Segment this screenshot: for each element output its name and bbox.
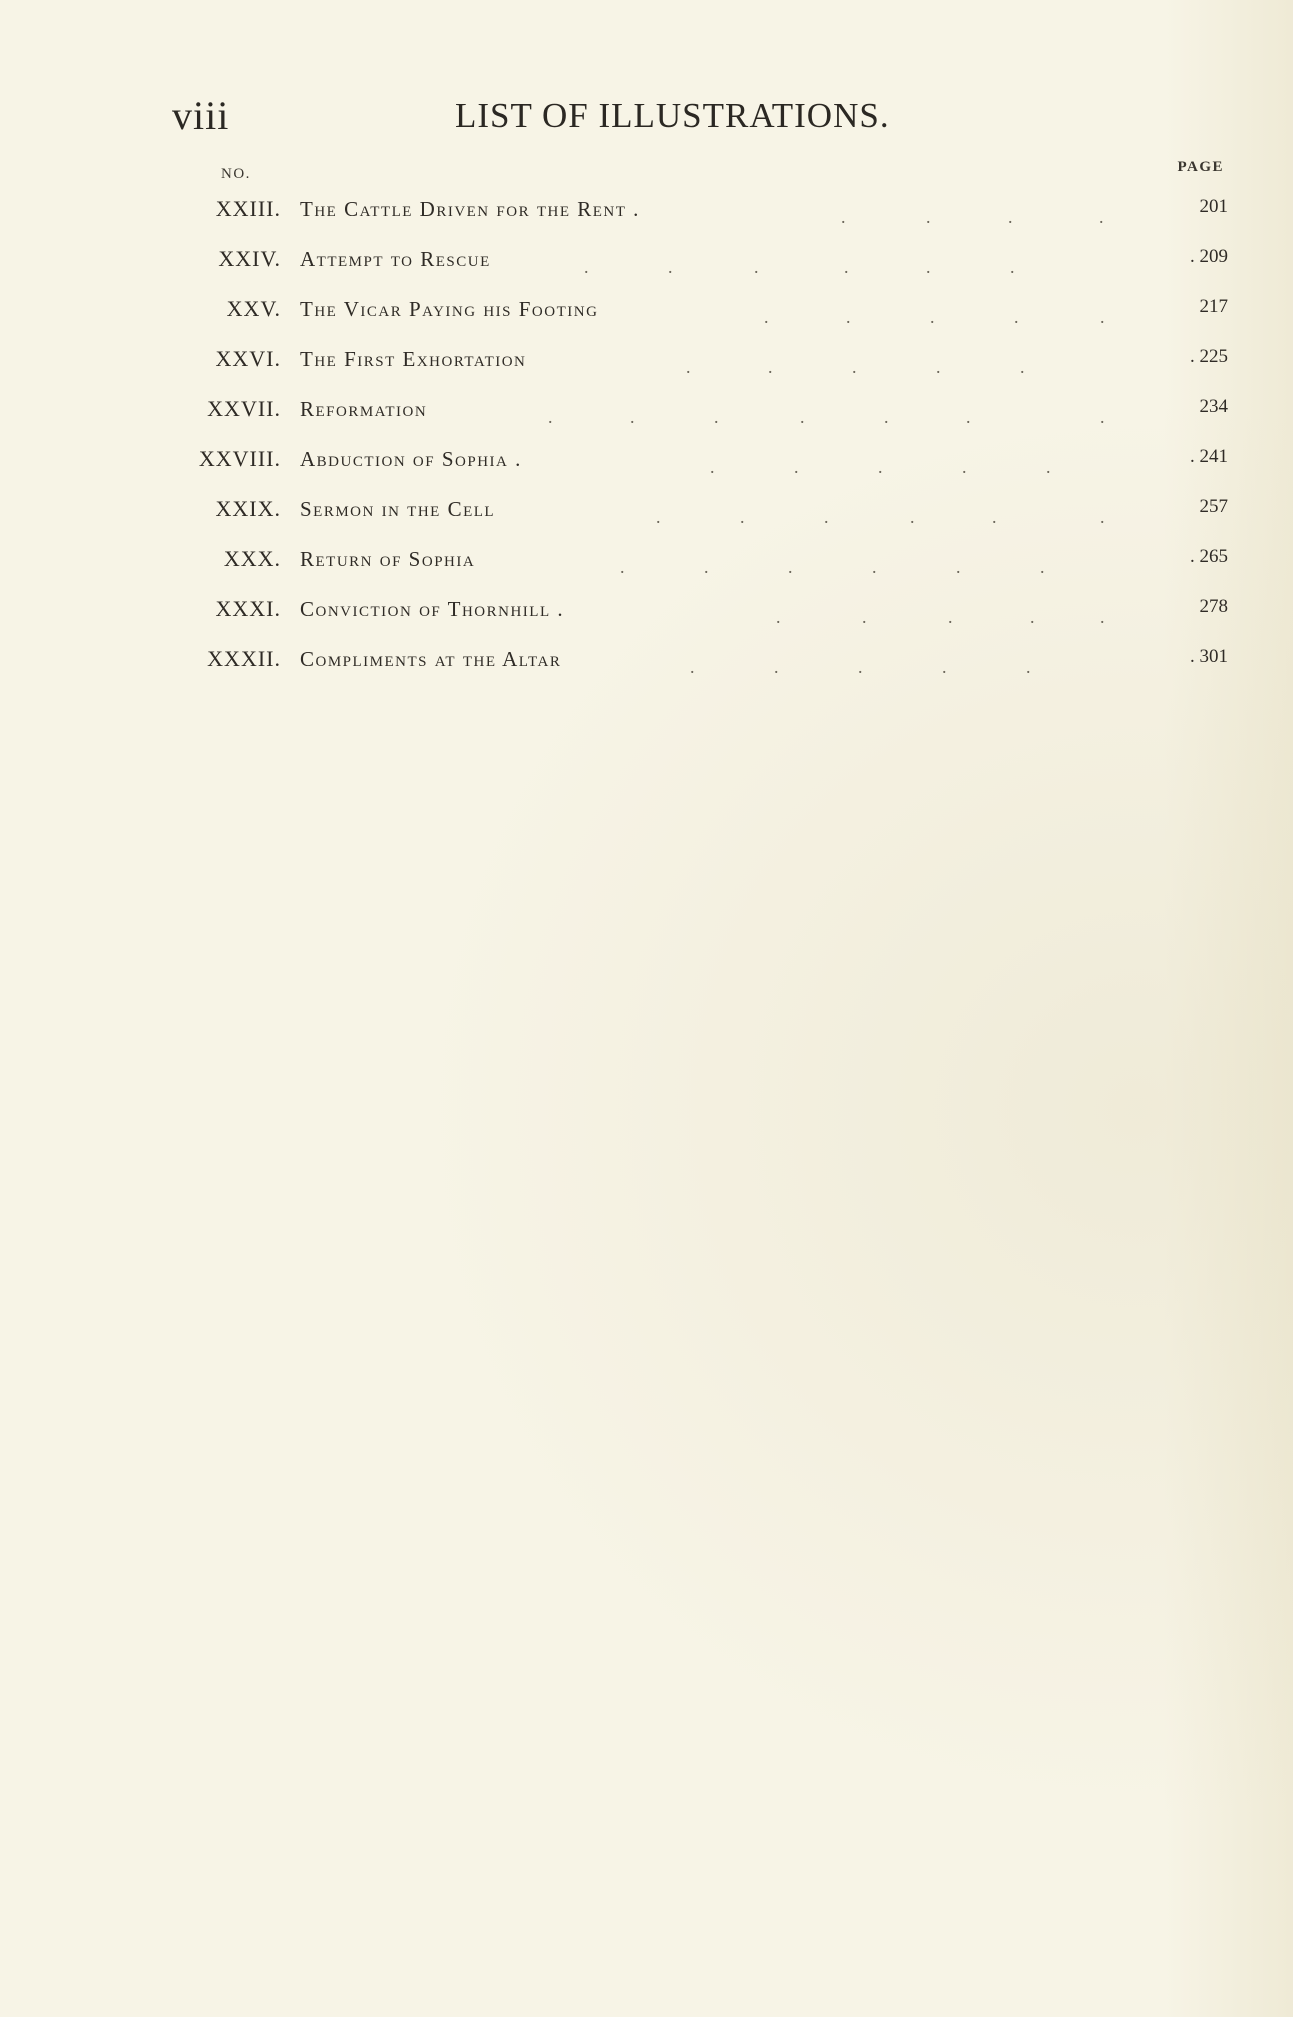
list-item [0,596,1293,636]
dot-leaders: . . . . . . [620,557,1045,577]
illustration-title: The Vicar Paying his Footing [300,297,599,321]
illustration-title: The Cattle Driven for the Rent . [300,197,640,221]
illustration-page: 278 [1199,596,1228,617]
illustration-page: 217 [1199,296,1228,317]
number-column-heading: NO. [221,166,251,182]
list-item [0,496,1293,536]
dot-leaders: . . . . [841,207,1104,227]
page-header [0,92,1293,142]
illustration-number: XXV. [226,296,281,321]
running-title: LIST OF ILLUSTRATIONS. [455,96,890,135]
illustration-number: XXVIII. [198,446,281,471]
illustration-page: . 225 [1190,346,1228,367]
dot-leaders: . . . . . [764,307,1105,327]
illustration-page: 257 [1199,496,1228,517]
illustration-page: . 301 [1190,646,1228,667]
illustration-number: XXIII. [215,196,281,221]
list-item [0,196,1293,236]
illustration-page: . 209 [1190,246,1228,267]
illustration-number: XXVII. [207,396,281,421]
illustration-page: 201 [1199,196,1228,217]
illustration-title: Attempt to Rescue [300,247,491,271]
list-item [0,346,1293,386]
illustration-number: XXX. [223,546,281,571]
illustration-title: Conviction of Thornhill . [300,597,565,621]
list-item [0,396,1293,436]
list-item [0,546,1293,586]
dot-leaders: . . . . . [776,607,1105,627]
page-column-heading: PAGE [1177,159,1224,175]
dot-leaders: . . . . . . [656,507,1105,527]
illustration-title: Return of Sophia [300,547,476,571]
list-item [0,446,1293,486]
dot-leaders: . . . . . [710,457,1051,477]
illustration-number: XXXI. [215,596,281,621]
dot-leaders: . . . . . [686,357,1025,377]
dot-leaders: . . . . . . [584,257,1015,277]
illustration-title: Sermon in the Cell [300,497,496,521]
list-item [0,296,1293,336]
list-item [0,246,1293,286]
dot-leaders: . . . . . . . [548,407,1105,427]
illustration-number: XXIV. [218,246,281,271]
illustration-title: Abduction of Sophia . [300,447,522,471]
list-item [0,646,1293,686]
illustration-title: The First Exhortation [300,347,527,371]
illustration-page: . 265 [1190,546,1228,567]
illustration-title: Reformation [300,397,428,421]
page-folio: viii [172,93,230,138]
illustration-number: XXXII. [207,646,281,671]
illustration-page: 234 [1199,396,1228,417]
illustration-title: Compliments at the Altar [300,647,562,671]
illustration-number: XXIX. [215,496,281,521]
illustration-number: XXVI. [215,346,281,371]
illustration-page: . 241 [1190,446,1228,467]
dot-leaders: . . . . . [690,657,1031,677]
